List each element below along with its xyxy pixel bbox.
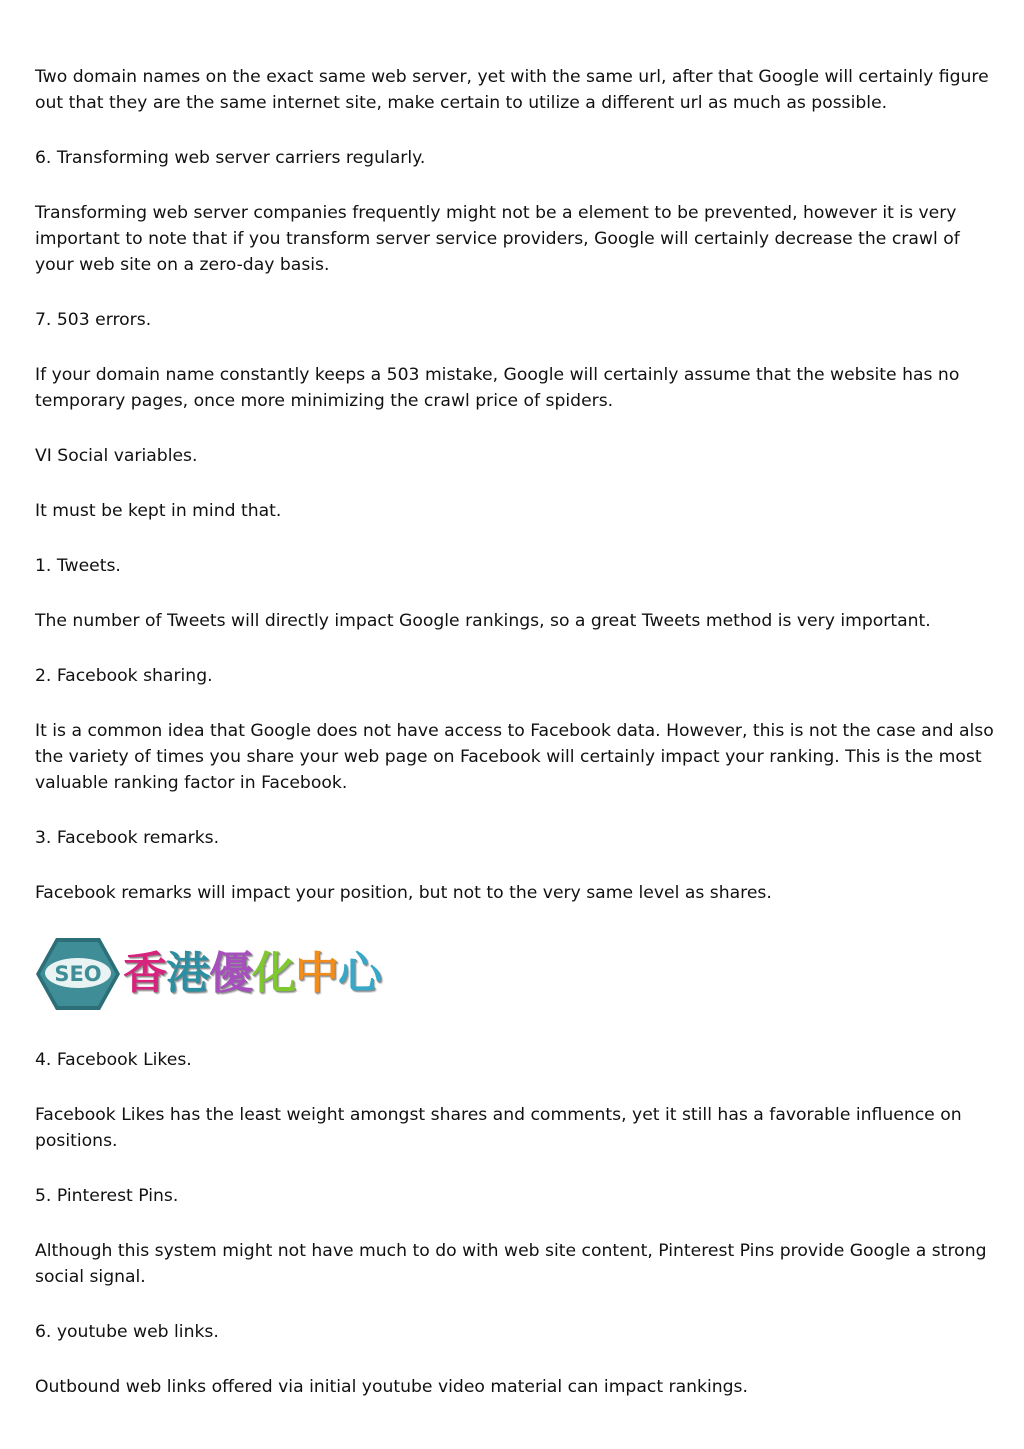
seo-logo xyxy=(35,934,995,1014)
logo-char-2: 港 xyxy=(166,948,209,999)
seo-hexagon-icon xyxy=(35,936,121,1012)
document-page xyxy=(35,64,995,1429)
heading-pinterest-pins: 5. Pinterest Pins. xyxy=(35,1186,179,1206)
paragraph-facebook-likes: Facebook Likes has the least weight amongst shares and comments, yet it still has a favorable influence on positions. xyxy=(35,1105,962,1151)
paragraph-tweets: The number of Tweets will directly impact Google rankings, so a great Tweets method is very important. xyxy=(35,611,931,631)
paragraph-pinterest-pins: Although this system might not have much to do with web site content, Pinterest Pins provide Google a strong social signal. xyxy=(35,1241,987,1287)
heading-facebook-sharing: 2. Facebook sharing. xyxy=(35,666,213,686)
logo-char-1: 香 xyxy=(123,948,166,999)
logo-title xyxy=(123,950,381,998)
heading-transforming-web-server: 6. Transforming web server carriers regularly. xyxy=(35,148,426,168)
logo-char-4: 化 xyxy=(252,948,295,999)
heading-503-errors: 7. 503 errors. xyxy=(35,310,152,330)
paragraph-domain-names: Two domain names on the exact same web server, yet with the same url, after that Google will certainly figure out that they are the same internet site, make certain to utilize a different url as much as possible. xyxy=(35,67,989,113)
paragraph-facebook-remarks: Facebook remarks will impact your position, but not to the very same level as shares. xyxy=(35,883,772,903)
heading-facebook-likes: 4. Facebook Likes. xyxy=(35,1050,192,1070)
paragraph-facebook-sharing: It is a common idea that Google does not have access to Facebook data. However, this is not the case and also the variety of times you share your web page on Facebook will certainly impact your ranking. This is the most valuable ranking factor in Facebook. xyxy=(35,721,994,793)
paragraph-youtube-links: Outbound web links offered via initial youtube video material can impact rankings. xyxy=(35,1377,748,1397)
heading-facebook-remarks: 3. Facebook remarks. xyxy=(35,828,220,848)
paragraph-transforming-web-server: Transforming web server companies frequently might not be a element to be prevented, however it is very important to note that if you transform server service providers, Google will certainly decrease the crawl of your web site on a zero-day basis. xyxy=(35,203,960,275)
heading-social-variables: VI Social variables. xyxy=(35,446,198,466)
paragraph-kept-in-mind: It must be kept in mind that. xyxy=(35,501,282,521)
logo-char-3: 優 xyxy=(209,948,252,999)
logo-char-6: 心 xyxy=(338,948,381,999)
heading-tweets: 1. Tweets. xyxy=(35,556,121,576)
paragraph-503-errors: If your domain name constantly keeps a 503 mistake, Google will certainly assume that the website has no temporary pages, once more minimizing the crawl price of spiders. xyxy=(35,365,960,411)
heading-youtube-links: 6. youtube web links. xyxy=(35,1322,219,1342)
seo-badge-text: SEO xyxy=(54,962,102,986)
logo-char-5: 中 xyxy=(295,948,338,999)
